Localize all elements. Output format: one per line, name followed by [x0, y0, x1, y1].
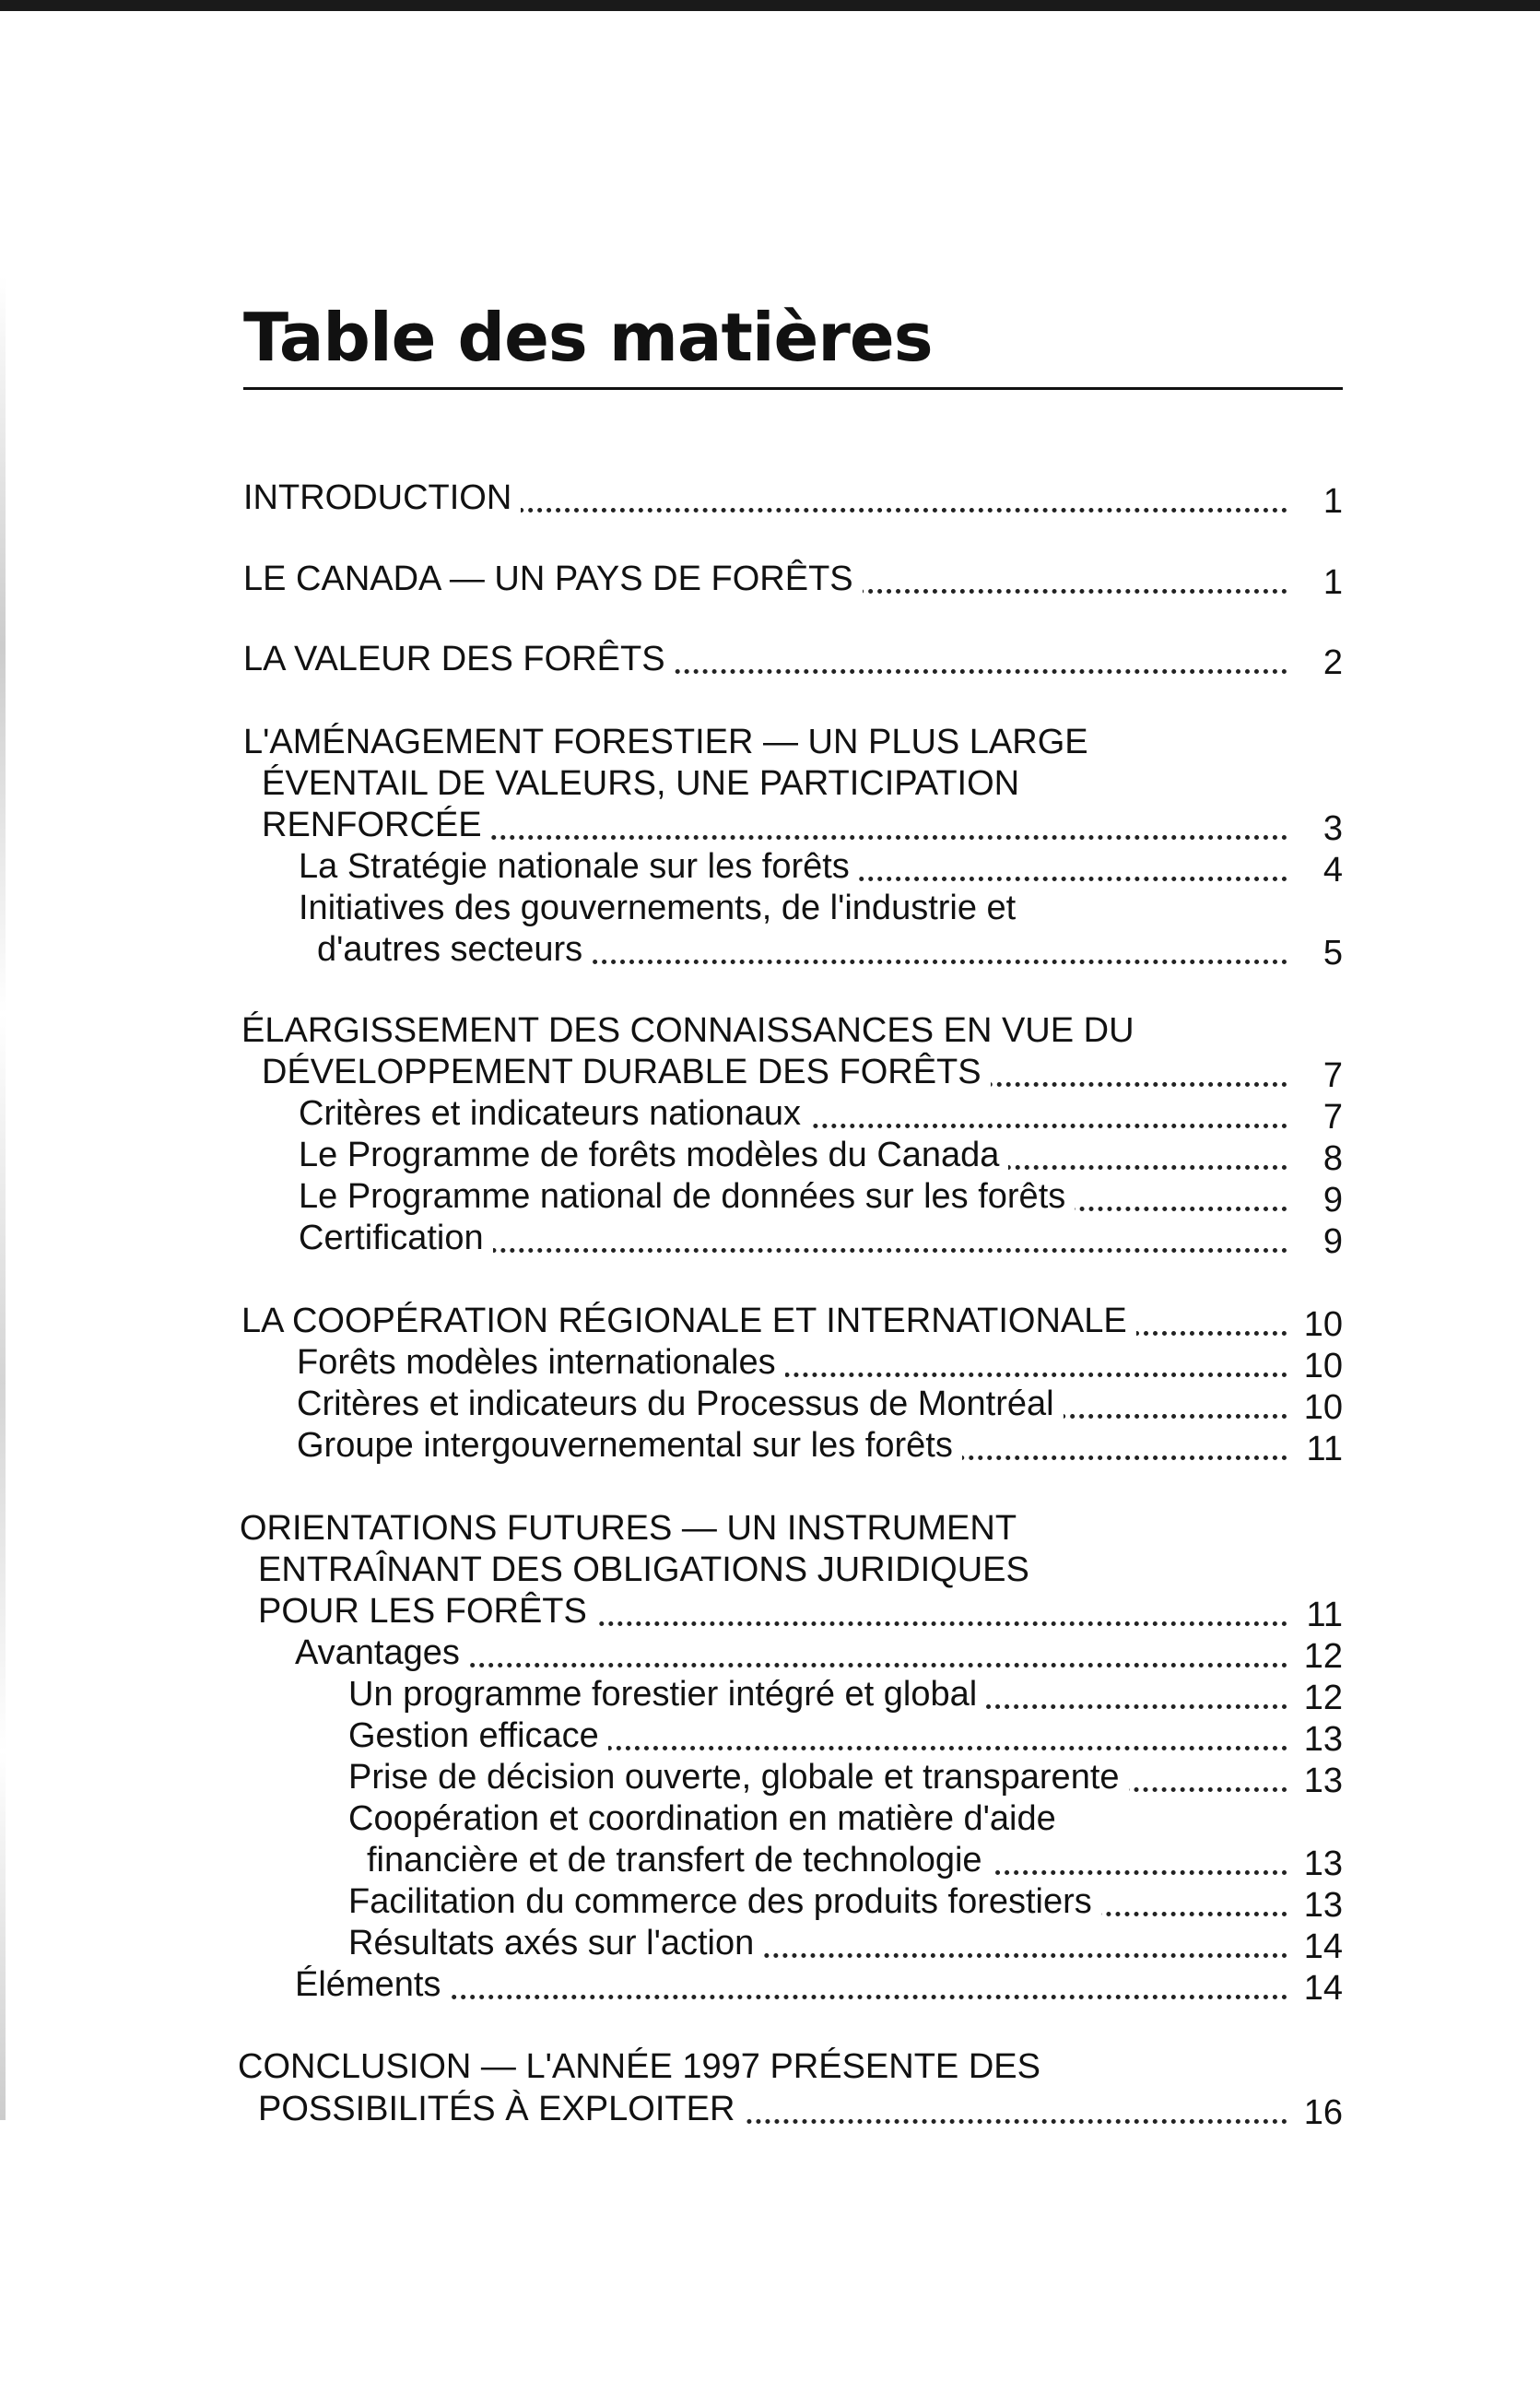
toc-entry	[299, 1176, 1343, 1220]
toc-entry-page-number: 11	[1301, 1429, 1343, 1469]
toc-entry	[240, 1508, 1343, 1549]
toc-entry	[295, 1964, 1343, 2008]
toc-entry-label: Facilitation du commerce des produits forestiers	[348, 1881, 1101, 1922]
toc-entry-page-number: 14	[1299, 1927, 1343, 1967]
toc-entry-page-number: 7	[1318, 1055, 1343, 1096]
toc-entry-page-number: 2	[1318, 642, 1343, 683]
toc-entry-page-number: 10	[1299, 1346, 1343, 1386]
toc-entry-label: POUR LES FORÊTS	[258, 1591, 596, 1632]
toc-entry-label: DÉVELOPPEMENT DURABLE DES FORÊTS	[262, 1052, 991, 1092]
toc-entry	[299, 846, 1343, 890]
toc-entry	[348, 1674, 1343, 1715]
toc-entry-page-number: 13	[1299, 1844, 1343, 1884]
toc-entry-label: Critères et indicateurs nationaux	[299, 1093, 810, 1134]
toc-entry-label: RENFORCÉE	[262, 805, 491, 845]
toc-entry-label: Groupe intergouvernemental sur les forêts	[297, 1425, 962, 1466]
toc-entry	[317, 929, 1343, 970]
toc-entry	[299, 888, 1343, 928]
toc-entry	[299, 1218, 1343, 1261]
toc-entry	[238, 2046, 1343, 2087]
toc-entry-label: Avantages	[295, 1632, 469, 1673]
toc-entry-label: POSSIBILITÉS À EXPLOITER	[258, 2089, 744, 2129]
toc-entry-label: La Stratégie nationale sur les forêts	[299, 846, 859, 887]
toc-entry-label: INTRODUCTION	[243, 477, 521, 518]
toc-entry	[348, 1923, 1343, 1966]
toc-entry	[348, 1715, 1343, 1759]
toc-entry-label: CONCLUSION — L'ANNÉE 1997 PRÉSENTE DES	[238, 2046, 1050, 2087]
toc-entry	[367, 1840, 1343, 1883]
toc-entry	[258, 1591, 1343, 1632]
toc-entry-page-number: 7	[1318, 1097, 1343, 1137]
toc-entry-label: financière et de transfert de technologie	[367, 1840, 992, 1880]
toc-entry-label: ÉVENTAIL DE VALEURS, UNE PARTICIPATION	[262, 763, 1029, 804]
toc-entry	[241, 1301, 1343, 1344]
toc-entry	[348, 1757, 1343, 1800]
toc-entry	[295, 1632, 1343, 1676]
toc-entry	[262, 1052, 1343, 1095]
toc-entry-label: LE CANADA — UN PAYS DE FORÊTS	[243, 559, 863, 599]
toc-entry	[297, 1342, 1343, 1383]
toc-entry-page-number: 12	[1299, 1678, 1343, 1718]
toc-entry-page-number: 16	[1299, 2092, 1343, 2133]
toc-entry-label: L'AMÉNAGEMENT FORESTIER — UN PLUS LARGE	[243, 722, 1098, 762]
toc-entry	[243, 559, 1343, 602]
toc-entry	[348, 1798, 1343, 1839]
toc-entry-page-number: 14	[1299, 1968, 1343, 2009]
toc-entry-label: Critères et indicateurs du Processus de Montréal	[297, 1384, 1064, 1424]
toc-entry	[262, 763, 1343, 804]
toc-entry-page-number: 9	[1318, 1180, 1343, 1220]
toc-entry-page-number: 10	[1299, 1304, 1343, 1345]
toc-entry	[297, 1425, 1343, 1466]
toc-entry-label: Prise de décision ouverte, globale et transparente	[348, 1757, 1129, 1797]
toc-entry	[262, 805, 1343, 848]
toc-entry-page-number: 11	[1301, 1595, 1343, 1635]
toc-entry-page-number: 10	[1299, 1387, 1343, 1428]
toc-entry-page-number: 1	[1318, 562, 1343, 603]
toc-entry	[243, 477, 1343, 521]
toc-entry-label: Coopération et coordination en matière d'aide	[348, 1798, 1065, 1839]
toc-entry	[299, 1093, 1343, 1137]
toc-entry-page-number: 1	[1318, 481, 1343, 522]
toc-entry-page-number: 13	[1299, 1719, 1343, 1760]
toc-entry-label: ÉLARGISSEMENT DES CONNAISSANCES EN VUE DU	[241, 1010, 1144, 1051]
toc-entry-label: Initiatives des gouvernements, de l'industrie et	[299, 888, 1025, 928]
toc-entry-label: ENTRAÎNANT DES OBLIGATIONS JURIDIQUES	[258, 1550, 1039, 1590]
toc-entry-label: Le Programme de forêts modèles du Canada	[299, 1135, 1008, 1175]
toc-entry-label: Résultats axés sur l'action	[348, 1923, 763, 1963]
toc-entry-label: Gestion efficace	[348, 1715, 608, 1756]
toc-entry	[241, 1010, 1343, 1051]
toc-entry	[258, 2089, 1343, 2132]
toc-entry-label: Le Programme national de données sur les forêts	[299, 1176, 1075, 1217]
toc-entry-page-number: 4	[1318, 850, 1343, 890]
toc-entry	[243, 722, 1343, 762]
toc-entry-label: LA VALEUR DES FORÊTS	[243, 639, 675, 679]
page-title: Table des matières	[243, 299, 933, 376]
toc-entry	[243, 639, 1343, 682]
toc-entry-page-number: 13	[1299, 1761, 1343, 1801]
toc-entry-label: Un programme forestier intégré et global	[348, 1674, 986, 1715]
toc-entry-label: Certification	[299, 1218, 493, 1258]
toc-entry-label: Forêts modèles internationales	[297, 1342, 785, 1383]
toc-entry	[299, 1135, 1343, 1178]
toc-entry-page-number: 3	[1318, 808, 1343, 849]
toc-entry-label: d'autres secteurs	[317, 929, 592, 970]
toc-entry-page-number: 13	[1299, 1885, 1343, 1926]
toc-entry-label: ORIENTATIONS FUTURES — UN INSTRUMENT	[240, 1508, 1026, 1549]
toc-entry-label: Éléments	[295, 1964, 450, 2005]
toc-entry-page-number: 9	[1318, 1221, 1343, 1262]
toc-entry-page-number: 5	[1318, 933, 1343, 973]
toc-entry-label: LA COOPÉRATION RÉGIONALE ET INTERNATIONALE	[241, 1301, 1136, 1341]
toc-entry	[348, 1881, 1343, 1925]
toc-entry	[258, 1550, 1343, 1590]
toc-entry-page-number: 8	[1318, 1138, 1343, 1179]
toc-entry	[297, 1384, 1343, 1427]
toc-entry-page-number: 12	[1299, 1636, 1343, 1677]
